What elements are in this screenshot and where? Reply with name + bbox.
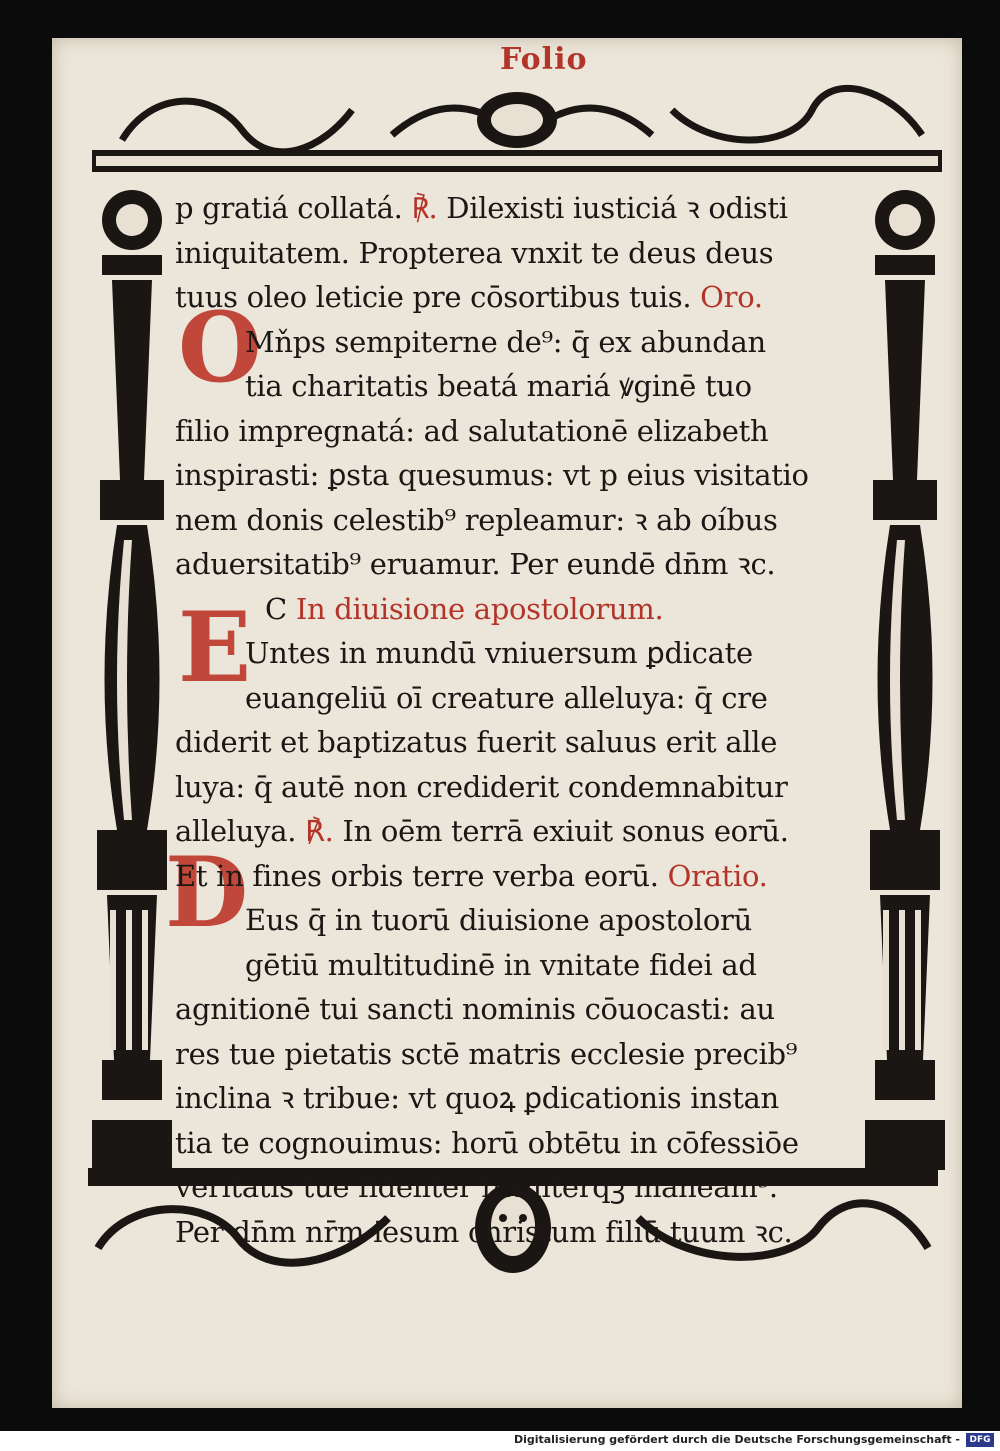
line-text: Per dn̄m nr̄m iesum christum filiū tuum ꝛc.: [175, 1214, 793, 1249]
text-line: [175, 1210, 860, 1255]
line-text: veritatis tue fideliter firmiterqꝫ maneam⁹.: [175, 1170, 778, 1204]
folio-heading: Folio: [500, 42, 588, 77]
line-text: agnitionē tui sancti nominis cōuocasti: au: [175, 992, 775, 1026]
line-text: aduersitatib⁹ eruamur. Per eundē dn̄m ꝛc.: [175, 547, 776, 581]
text-line: [175, 186, 860, 231]
line-text: luya: q̄ autē non crediderit condemnabitur: [175, 769, 788, 804]
line-text: inclina ꝛ tribue: vt quoꝝ ꝑdicationis instan: [175, 1081, 779, 1115]
line-text: inspirasti: ꝑsta quesumus: vt p eius visitatio: [175, 458, 809, 492]
line-text-rest: Dilexisti iusticiá ꝛ odisti: [437, 191, 788, 225]
woodcut-border-top: [92, 80, 942, 180]
line-text: filio impregnatá: ad salutationē elizabeth: [175, 413, 769, 448]
text-line: [175, 720, 860, 765]
text-line: [175, 809, 860, 854]
text-line: [175, 1121, 860, 1166]
line-text: tuus oleo leticie pre cōsortibus tuis.: [175, 280, 701, 314]
text-line: [175, 364, 860, 409]
text-line: [175, 854, 860, 899]
text-line: [175, 987, 860, 1032]
line-text: Mňps sempiterne de⁹: q̄ ex abundan: [245, 324, 766, 359]
text-line: [175, 542, 860, 587]
line-text: Eus q̄ in tuorū diuisione apostolorū: [245, 903, 752, 937]
text-line: [175, 409, 860, 454]
text-line: [175, 275, 860, 320]
text-line: [175, 1165, 860, 1210]
line-text: Untes in mundū vniuersum ꝑdicate: [245, 636, 753, 670]
line-text: Et in fines orbis terre verba eorū.: [175, 858, 668, 893]
line-text: tia charitatis beatá mariá ꝟginē tuo: [245, 369, 752, 403]
line-text: C: [265, 591, 296, 626]
page-text: [175, 186, 860, 1254]
woodcut-pillar-left: [92, 180, 172, 1170]
initial-e: E: [178, 591, 252, 704]
footer-credit: Digitalisierung gefördert durch die Deutsche Forschungsgemeinschaft -: [513, 1433, 960, 1446]
line-text: iniquitatem. Propterea vnxit te deus deus: [175, 235, 774, 270]
line-text: tia te cognouimus: horū obtētu in cōfessiōe: [175, 1125, 799, 1160]
rubric-text: Oro.: [700, 280, 763, 314]
rubric-text: In diuisione apostolorum.: [295, 591, 664, 626]
text-line: [175, 498, 860, 543]
text-line: [175, 231, 860, 276]
rubric-text: Oratio.: [667, 858, 768, 893]
rubric-text: ℟.: [411, 191, 438, 225]
text-line: [175, 765, 860, 810]
text-line: [175, 943, 860, 988]
dfg-logo: DFG: [966, 1433, 994, 1447]
line-text: nem donis celestib⁹ repleamur: ꝛ ab oíbus: [175, 502, 778, 537]
initial-o: O: [178, 291, 262, 404]
text-line: [175, 453, 860, 498]
text-line: [175, 587, 860, 632]
line-text-rest: In oēm terrā exiuit sonus eorū.: [333, 814, 789, 848]
line-text: p gratiá collatá.: [175, 191, 412, 225]
line-text: euangeliū oī creature alleluya: q̄ cre: [245, 680, 768, 715]
initial-d: D: [165, 836, 249, 949]
line-text: alleluya.: [175, 814, 306, 848]
footer-bar: [0, 1431, 1000, 1451]
text-line: [175, 320, 860, 365]
text-line: [175, 898, 860, 943]
text-line: [175, 1032, 860, 1077]
line-text: diderit et baptizatus fuerit saluus erit alle: [175, 725, 778, 759]
text-line: [175, 631, 860, 676]
line-text: gētiū multitudinē in vnitate fidei ad: [245, 947, 757, 982]
rubric-text: ℟.: [305, 814, 334, 848]
woodcut-pillar-right: [855, 180, 945, 1170]
line-text: res tue pietatis sctē matris ecclesie precib⁹: [175, 1036, 798, 1071]
text-line: [175, 1076, 860, 1121]
text-line: [175, 676, 860, 721]
